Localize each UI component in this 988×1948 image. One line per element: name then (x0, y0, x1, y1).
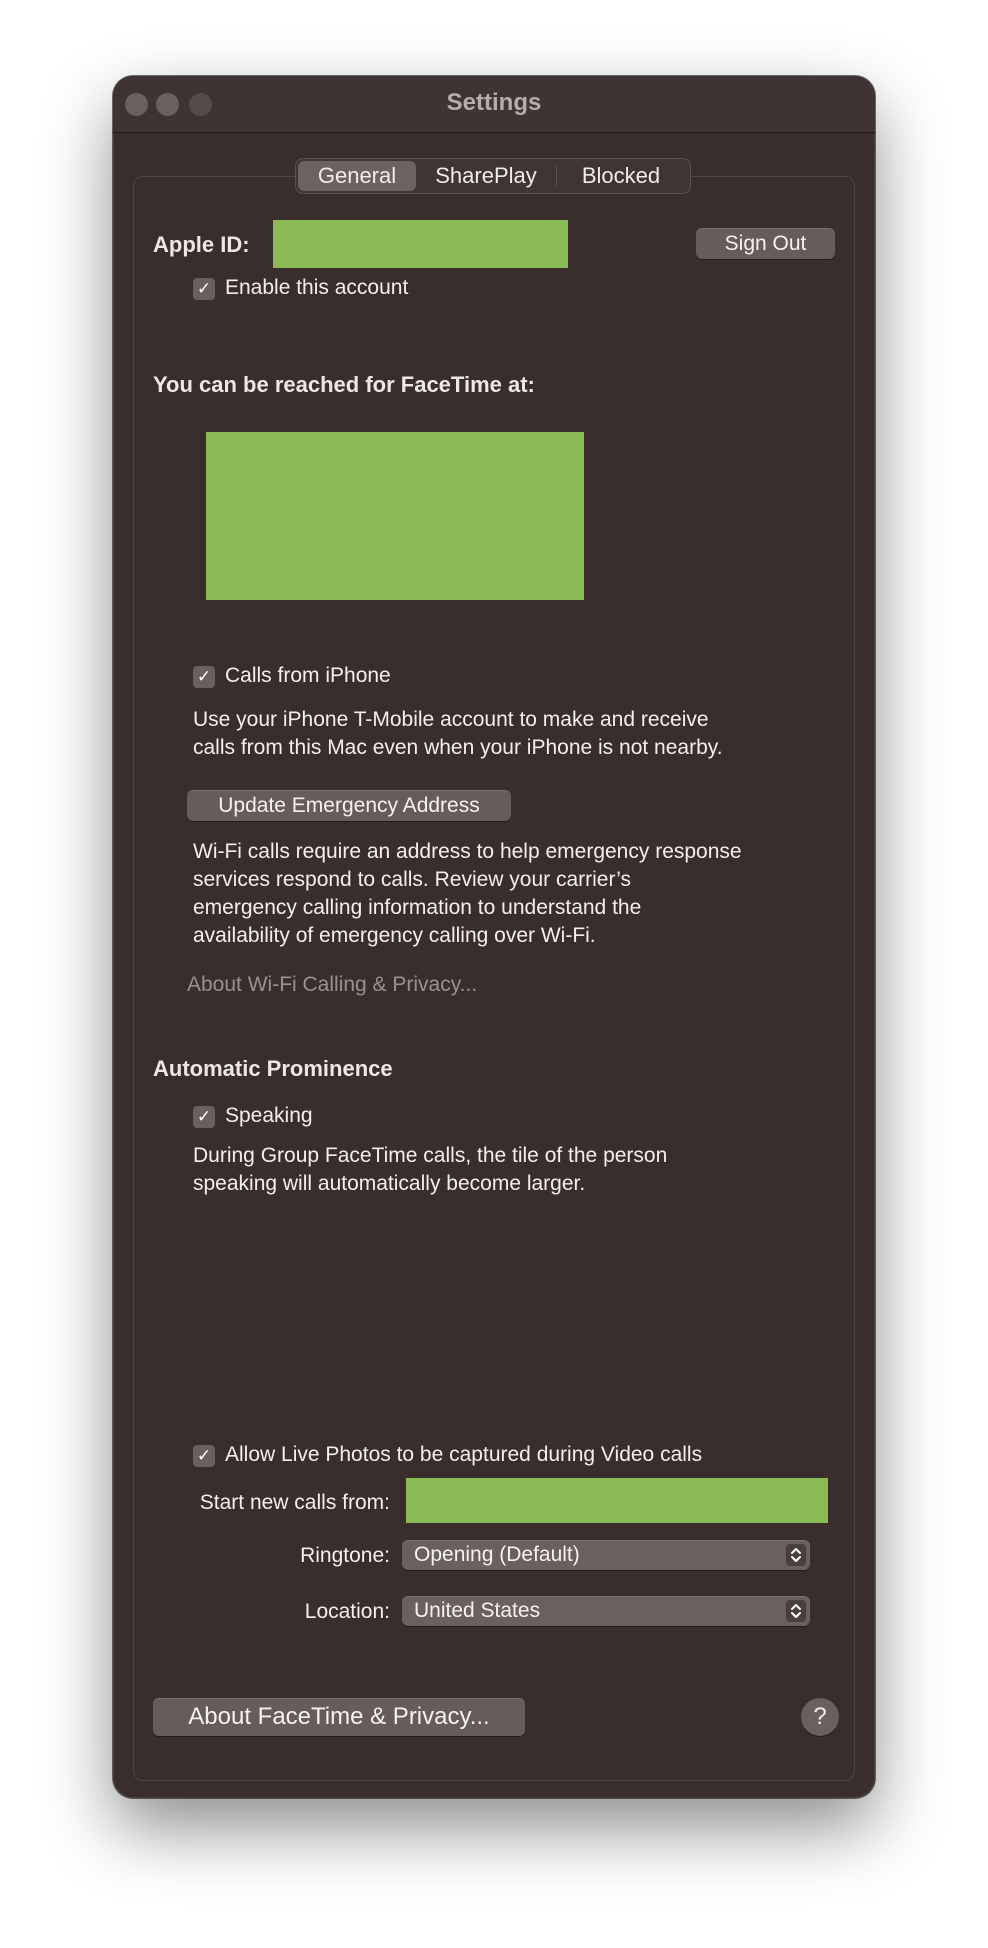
reachable-heading: You can be reached for FaceTime at: (153, 372, 535, 397)
title-bar (113, 76, 875, 133)
calls-from-iphone-checkbox[interactable]: ✓ (193, 666, 215, 688)
about-facetime-privacy-button[interactable]: About FaceTime & Privacy... (153, 1698, 525, 1736)
prominence-text-line-2: speaking will automatically become larger. (193, 1172, 586, 1195)
ringtone-popup[interactable] (402, 1540, 810, 1570)
window-title: Settings (446, 89, 542, 116)
speaking-label: Speaking (225, 1104, 313, 1127)
live-photos-checkbox[interactable]: ✓ (193, 1445, 215, 1467)
calls-description-line-2: calls from this Mac even when your iPhone is not nearby. (193, 736, 723, 759)
settings-window (113, 76, 875, 1798)
tab-bar (295, 158, 691, 194)
start-calls-value-redacted[interactable] (406, 1478, 828, 1523)
location-label: Location: (304, 1600, 390, 1623)
wifi-calling-privacy-link[interactable]: About Wi-Fi Calling & Privacy... (187, 973, 478, 996)
calls-description-line-1: Use your iPhone T-Mobile account to make and receive (193, 708, 709, 731)
speaking-checkbox[interactable]: ✓ (193, 1106, 215, 1128)
chevron-updown-icon (786, 1600, 806, 1622)
calls-from-iphone-label: Calls from iPhone (225, 664, 391, 687)
ringtone-label: Ringtone: (300, 1544, 390, 1567)
reachable-addresses-redacted (206, 432, 584, 600)
emergency-text-line-2: services respond to calls. Review your carrier’s (193, 868, 632, 891)
sign-out-button[interactable]: Sign Out (696, 228, 835, 259)
emergency-text-line-1: Wi-Fi calls require an address to help emergency response (193, 840, 742, 863)
prominence-text-line-1: During Group FaceTime calls, the tile of the person (193, 1144, 668, 1167)
apple-id-label: Apple ID: (153, 232, 250, 257)
enable-account-label: Enable this account (225, 276, 409, 299)
update-emergency-address-button[interactable]: Update Emergency Address (187, 790, 511, 821)
location-popup[interactable] (402, 1596, 810, 1626)
automatic-prominence-heading: Automatic Prominence (153, 1056, 393, 1081)
emergency-text-line-3: emergency calling information to understand the (193, 896, 642, 919)
location-value: United States (414, 1599, 541, 1622)
tab-shareplay[interactable]: SharePlay (435, 163, 537, 188)
apple-id-value-redacted (273, 220, 568, 268)
help-button[interactable]: ? (801, 1698, 839, 1736)
live-photos-label: Allow Live Photos to be captured during Video calls (225, 1443, 703, 1466)
chevron-updown-icon (786, 1544, 806, 1566)
start-calls-label: Start new calls from: (199, 1491, 390, 1514)
tab-general[interactable]: General (298, 161, 416, 191)
enable-account-checkbox[interactable]: ✓ (193, 278, 215, 300)
ringtone-value: Opening (Default) (414, 1543, 580, 1566)
tab-blocked[interactable]: Blocked (581, 163, 661, 188)
emergency-text-line-4: availability of emergency calling over Wi-Fi. (193, 924, 596, 947)
